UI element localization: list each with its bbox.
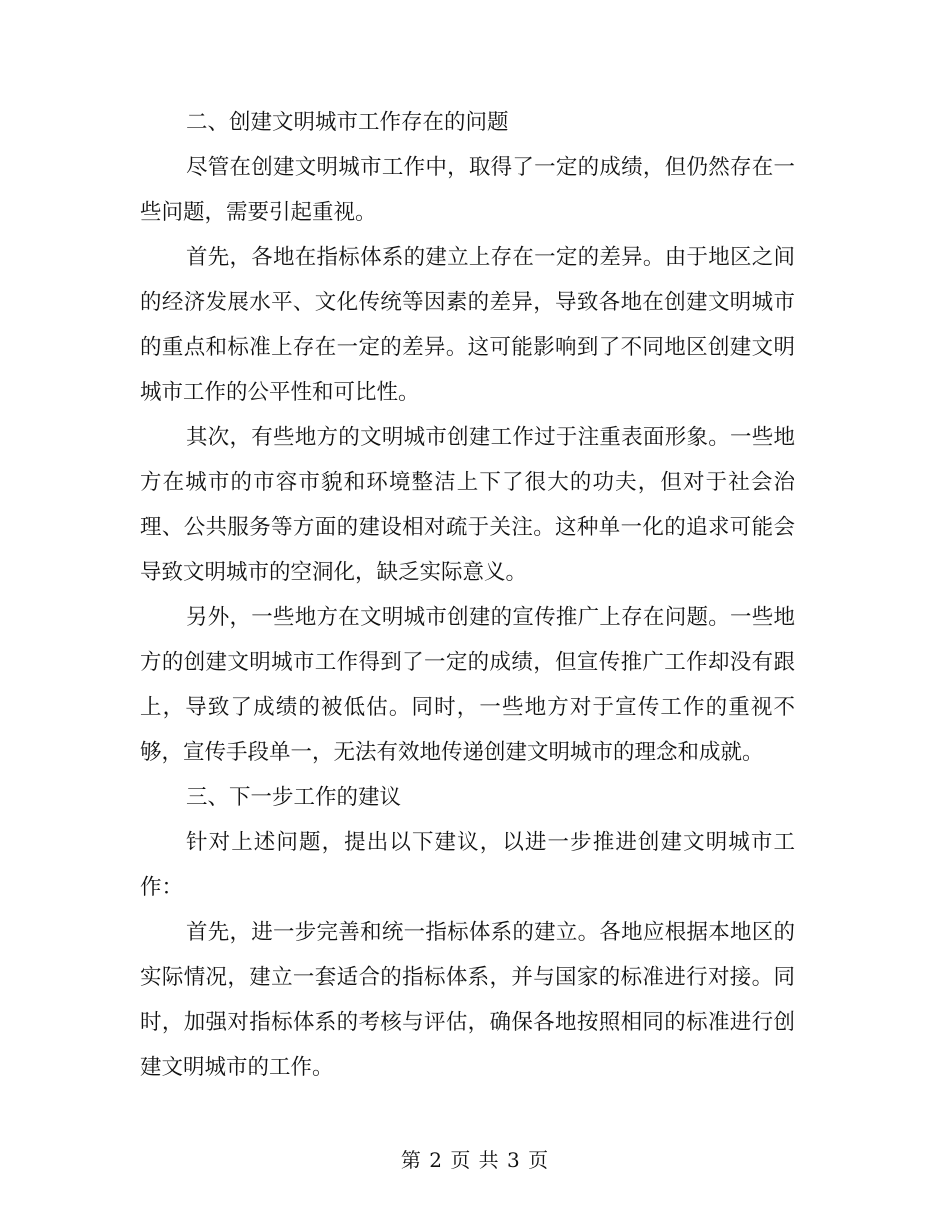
paragraph-intro: 尽管在创建文明城市工作中，取得了一定的成绩，但仍然存在一些问题，需要引起重视。 [140, 155, 795, 225]
paragraph-second-issue: 其次，有些地方的文明城市创建工作过于注重表面形象。一些地方在城市的市容市貌和环境整洁上下了很大的功夫，但对于社会治理、公共服务等方面的建设相对疏于关注。这种单一化的追求可能会导致文明城市的空洞化，缺乏实际意义。 [140, 425, 795, 585]
paragraph-third-issue: 另外，一些地方在文明城市创建的宣传推广上存在问题。一些地方的创建文明城市工作得到了一定的成绩，但宣传推广工作却没有跟上，导致了成绩的被低估。同时，一些地方对于宣传工作的重视不够，宣传手段单一，无法有效地传递创建文明城市的理念和成就。 [140, 605, 795, 765]
paragraph-first-suggestion: 首先，进一步完善和统一指标体系的建立。各地应根据本地区的实际情况，建立一套适合的指标体系，并与国家的标准进行对接。同时，加强对指标体系的考核与评估，确保各地按照相同的标准进行创建文明城市的工作。 [140, 920, 795, 1080]
page-number-footer: 第 2 页 共 3 页 [400, 1148, 550, 1172]
section-heading-suggestions: 三、下一步工作的建议 [186, 785, 402, 810]
document-body [140, 100, 795, 1090]
paragraph-suggestions-intro: 针对上述问题，提出以下建议，以进一步推进创建文明城市工作： [140, 830, 795, 900]
paragraph-first-issue: 首先，各地在指标体系的建立上存在一定的差异。由于地区之间的经济发展水平、文化传统等因素的差异，导致各地在创建文明城市的重点和标准上存在一定的差异。这可能影响到了不同地区创建文明城市工作的公平性和可比性。 [140, 245, 795, 405]
section-heading-problems: 二、创建文明城市工作存在的问题 [186, 110, 509, 135]
